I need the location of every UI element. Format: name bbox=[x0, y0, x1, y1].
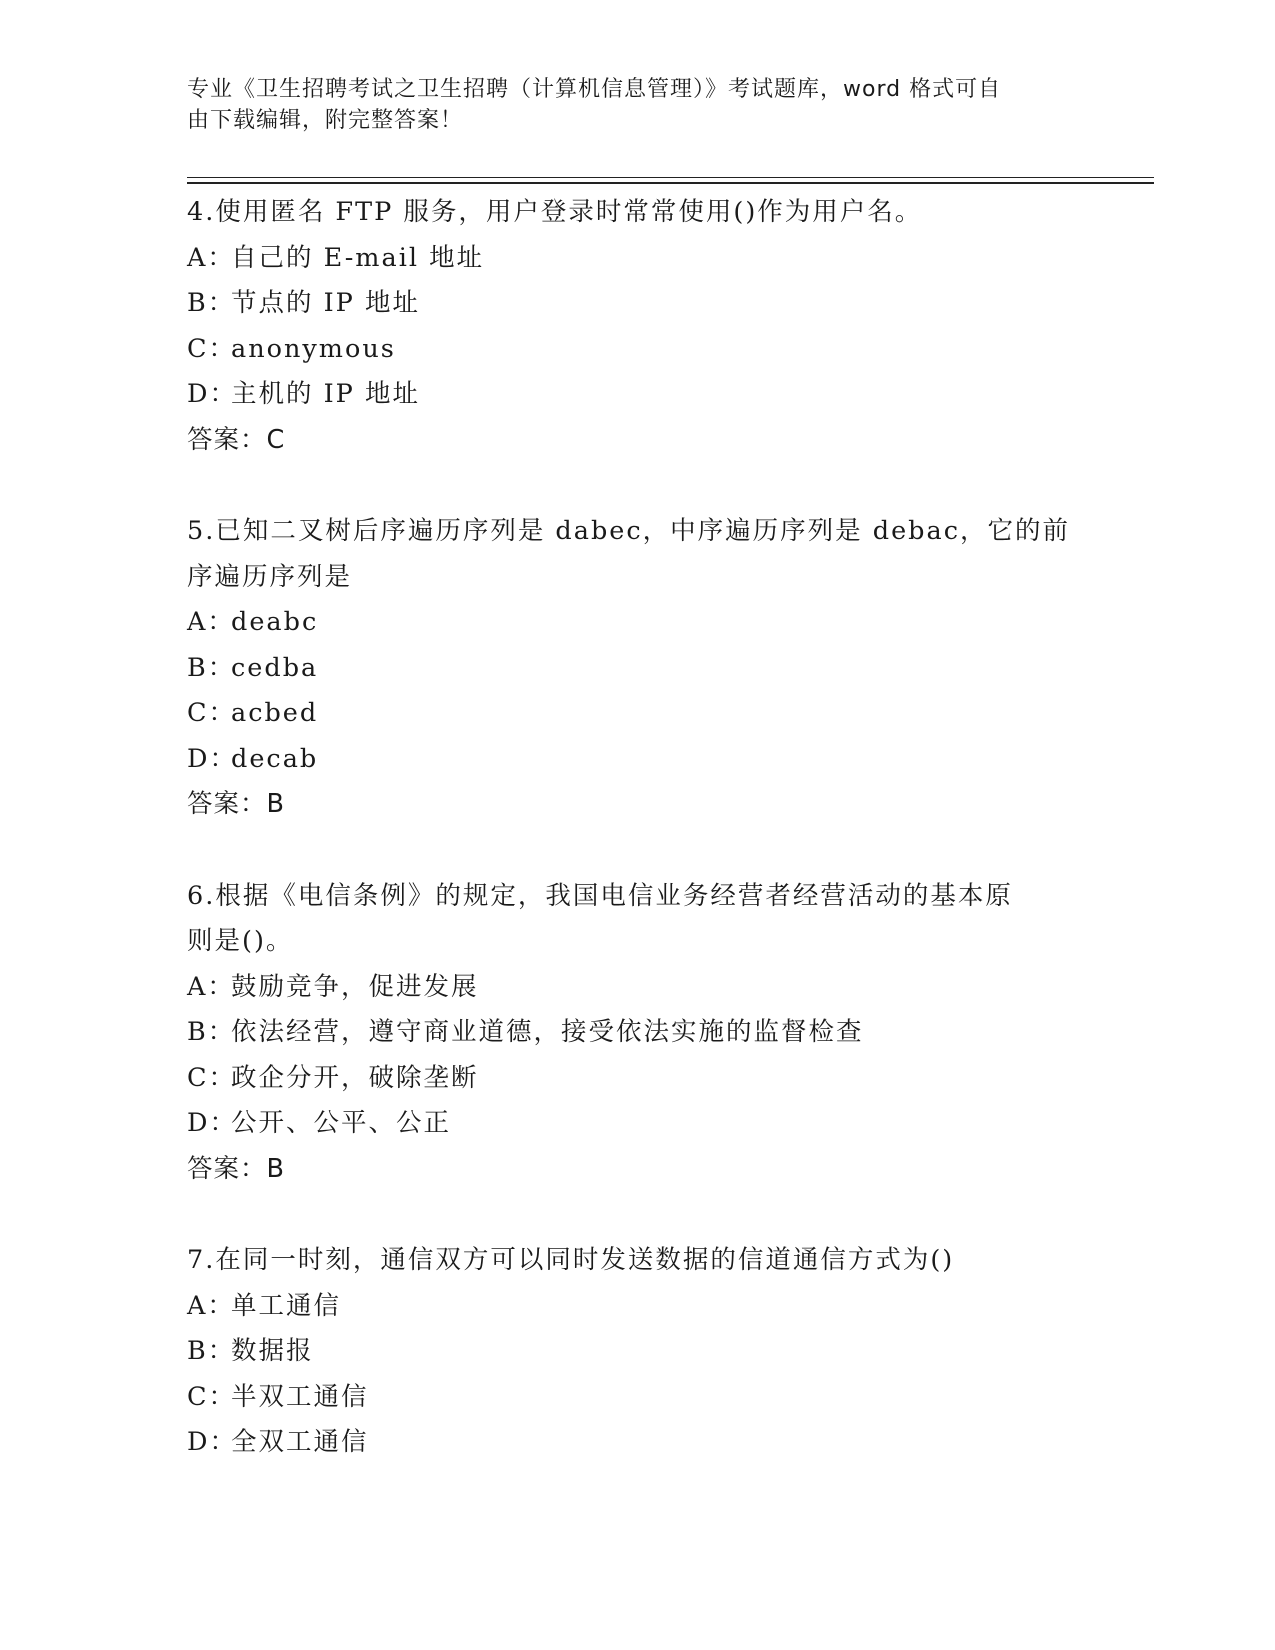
option-a bbox=[187, 236, 1087, 282]
option-text: 公开、公平、公正 bbox=[231, 1108, 452, 1138]
option-key: D： bbox=[187, 379, 237, 409]
option-key: B： bbox=[187, 288, 236, 318]
document-intro bbox=[187, 74, 1087, 136]
question-stem-line-1: 6.根据《电信条例》的规定，我国电信业务经营者经营活动的基本原 bbox=[187, 880, 1013, 911]
option-d bbox=[187, 737, 1087, 783]
question-stem-line-1: 5.已知二叉树后序遍历序列是 dabec，中序遍历序列是 debac，它的前 bbox=[187, 516, 1070, 546]
option-c bbox=[187, 691, 1087, 737]
option-text: cedba bbox=[231, 652, 319, 683]
option-key: C： bbox=[187, 1381, 237, 1412]
option-text: 单工通信 bbox=[231, 1290, 342, 1321]
option-key: A： bbox=[187, 242, 235, 273]
option-text: 依法经营，遵守商业道德，接受依法实施的监督检查 bbox=[231, 1017, 864, 1047]
option-key: B： bbox=[187, 1336, 236, 1366]
option-key: D： bbox=[187, 1108, 237, 1138]
question-stem-line-2: 则是()。 bbox=[187, 926, 294, 956]
option-b bbox=[187, 1329, 1087, 1375]
option-c bbox=[187, 1375, 1087, 1421]
option-b bbox=[187, 646, 1087, 692]
option-text: decab bbox=[231, 743, 319, 774]
option-key: B： bbox=[187, 652, 236, 683]
option-text: 主机的 IP 地址 bbox=[231, 379, 420, 409]
question-stem: 7.在同一时刻，通信双方可以同时发送数据的信道通信方式为() bbox=[187, 1245, 955, 1275]
header-divider-bottom bbox=[187, 182, 1154, 184]
option-key: C： bbox=[187, 1062, 237, 1093]
intro-line-2: 由下载编辑，附完整答案！ bbox=[187, 108, 464, 133]
option-key: B： bbox=[187, 1017, 236, 1047]
option-a bbox=[187, 965, 1087, 1011]
option-text: 自己的 E-mail 地址 bbox=[231, 242, 485, 273]
option-text: acbed bbox=[231, 698, 319, 728]
answer-line: 答案：B bbox=[187, 789, 285, 819]
option-c bbox=[187, 1056, 1087, 1102]
option-c bbox=[187, 327, 1087, 373]
question-stem: 4.使用匿名 FTP 服务，用户登录时常常使用()作为用户名。 bbox=[187, 197, 923, 227]
question-stem-line-2: 序遍历序列是 bbox=[187, 561, 353, 592]
option-key: A： bbox=[187, 971, 235, 1002]
option-key: C： bbox=[187, 698, 237, 728]
option-text: deabc bbox=[231, 607, 319, 637]
option-key: A： bbox=[187, 1290, 235, 1321]
option-d bbox=[187, 372, 1087, 418]
question-6 bbox=[187, 874, 1087, 1193]
answer-line: 答案：B bbox=[187, 1153, 285, 1184]
option-key: A： bbox=[187, 607, 235, 637]
answer-line: 答案：C bbox=[187, 424, 286, 455]
option-text: 数据报 bbox=[231, 1336, 314, 1366]
question-list bbox=[187, 190, 1087, 1512]
option-a bbox=[187, 1284, 1087, 1330]
option-b bbox=[187, 1010, 1087, 1056]
option-text: 半双工通信 bbox=[231, 1381, 369, 1412]
option-key: C： bbox=[187, 333, 237, 364]
question-4 bbox=[187, 190, 1087, 463]
question-7 bbox=[187, 1238, 1087, 1466]
option-a bbox=[187, 600, 1087, 646]
header-divider-top bbox=[187, 177, 1154, 178]
option-key: D： bbox=[187, 1427, 237, 1457]
option-b bbox=[187, 281, 1087, 327]
intro-line-1: 专业《卫生招聘考试之卫生招聘（计算机信息管理）》考试题库，word 格式可自 bbox=[187, 77, 1002, 102]
option-text: 全双工通信 bbox=[231, 1427, 369, 1457]
option-text: anonymous bbox=[231, 333, 396, 364]
option-text: 政企分开，破除垄断 bbox=[231, 1062, 479, 1093]
option-d bbox=[187, 1420, 1087, 1466]
option-key: D： bbox=[187, 743, 237, 774]
option-text: 节点的 IP 地址 bbox=[231, 288, 420, 318]
option-d bbox=[187, 1101, 1087, 1147]
option-text: 鼓励竞争，促进发展 bbox=[231, 971, 479, 1002]
question-5 bbox=[187, 509, 1087, 828]
